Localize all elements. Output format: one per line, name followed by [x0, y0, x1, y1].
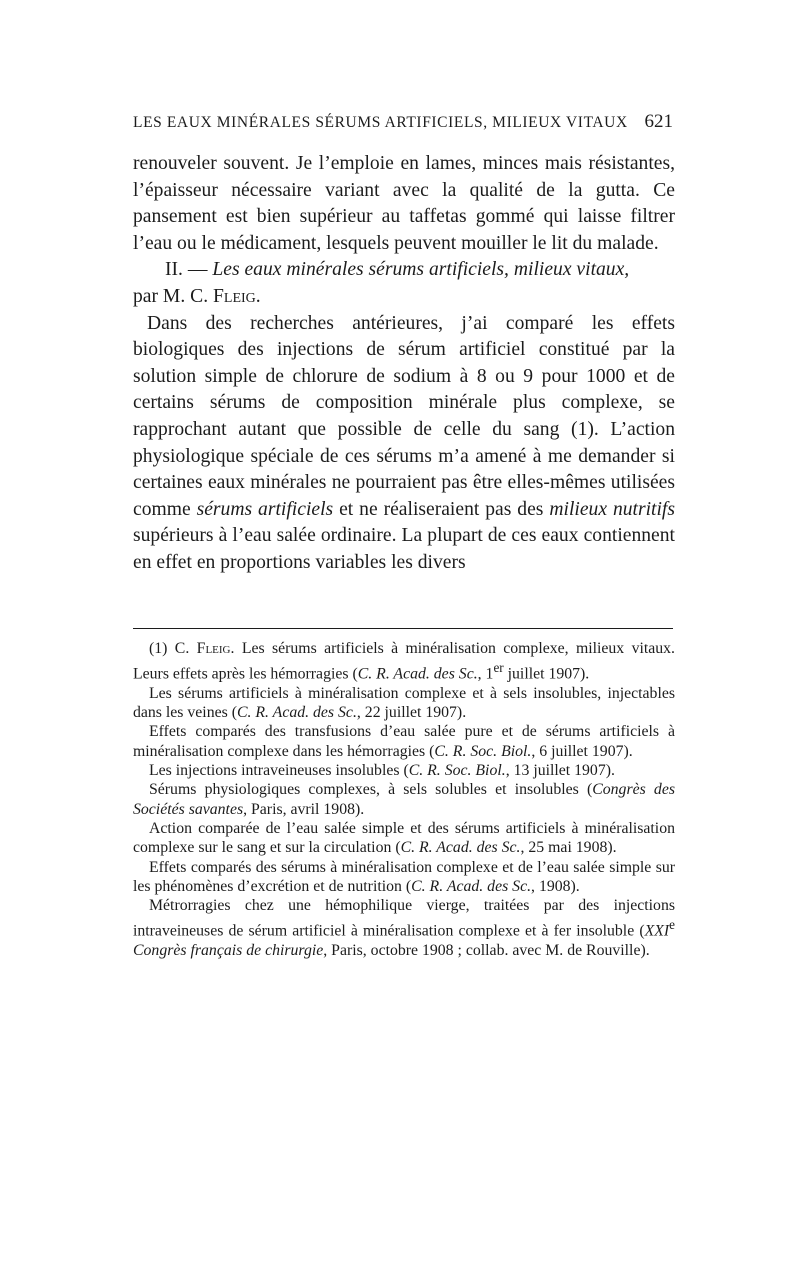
- section-title: Les eaux minérales sérums artificiels, milieux vitaux,: [212, 259, 630, 281]
- footnote-reference: [133, 684, 675, 723]
- footnote-divider: [133, 628, 673, 629]
- footnote-reference: [133, 761, 675, 780]
- footnote-text: , Paris, avril 1908).: [243, 800, 365, 818]
- footnote-text: , Paris, octobre 1908 ; collab. avec M. de Rouville).: [323, 941, 650, 959]
- page-number: 621: [644, 111, 673, 132]
- footnote-text: Effets comparés des transfusions d’eau salée pure et de sérums artificiels à minéralisation complexe dans les hémorragies (: [133, 723, 675, 760]
- footnote-text: Métrorragies chez une hémophilique vierge, traitées par des injections intraveineuses de sérum artificiel à minéralisation complexe et à fer insoluble (: [133, 897, 675, 940]
- footnote-author: Fleig: [196, 640, 231, 657]
- paragraph-body-part-2: et ne réaliseraient pas des: [339, 498, 544, 520]
- footnote-text: Action comparée de l’eau salée simple et des sérums artificiels à minéralisation complexe sur le sang et sur la circulation (: [133, 819, 675, 857]
- footnote-reference: [133, 819, 675, 858]
- footnote-superscript: er: [493, 660, 504, 676]
- main-text: [133, 151, 675, 577]
- footnote-citation: C. R. Acad. des Sc.: [400, 839, 521, 857]
- footnote-text: Sérums physiologiques complexes, à sels solubles et insolubles (: [149, 781, 593, 799]
- footnote-text: , 6 juillet 1907).: [531, 742, 633, 760]
- footnote-citation: C. R. Soc. Biol.: [408, 762, 506, 780]
- footnotes: [133, 639, 675, 960]
- footnote-reference: [133, 858, 675, 897]
- author-name: Fleig: [213, 285, 256, 307]
- running-header: [133, 111, 673, 132]
- footnote-superscript: e: [669, 917, 675, 933]
- footnote-reference: [133, 780, 675, 819]
- section-author: [133, 284, 675, 311]
- footnote-text: Les sérums artificiels à minéralisation complexe et à sels insolubles, injectables dans les veines (: [133, 684, 675, 722]
- section-number: II. —: [165, 259, 208, 281]
- footnote-text: Effets comparés des sérums à minéralisation complexe et de l’eau salée simple sur les phénomènes d’excrétion et de nutrition (: [133, 858, 675, 895]
- footnote-text: , 13 juillet 1907).: [505, 762, 615, 780]
- paragraph-body-italic-2: milieux nutritifs: [549, 498, 676, 520]
- section-heading: [133, 257, 675, 284]
- footnote-text: , 1: [477, 665, 494, 683]
- footnote-citation: C. R. Acad. des Sc.: [411, 877, 532, 895]
- footnote-citation: C. R. Soc. Biol.: [434, 742, 532, 760]
- paragraph-body-part-3: supérieurs à l’eau salée ordinaire. La plupart de ces eaux contiennent en effet en proportions variables les divers: [133, 525, 675, 573]
- footnote-text: . Les sérums artificiels à minéralisation complexe, milieux vitaux. Leurs effets après les hémorragies (: [133, 640, 676, 683]
- paragraph-body-italic-1: sérums artificiels: [196, 498, 334, 520]
- footnote-reference: [133, 722, 675, 761]
- footnote-reference: [133, 896, 675, 960]
- paragraph-continuation: renouveler souvent. Je l’emploie en lames, minces mais résistantes, l’épaisseur nécessaire variant avec la qualité de la gutta. Ce pansement est bien supérieur au taffetas gommé qui laisse filtrer l’eau ou le médicament, lesquels peuvent mouiller le lit du malade.: [133, 153, 675, 254]
- author-suffix: .: [255, 285, 261, 307]
- footnote-1: [133, 639, 675, 684]
- footnote-text: (1) C.: [149, 640, 190, 657]
- footnote-text: , 1908).: [531, 877, 580, 895]
- footnote-text: juillet 1907).: [503, 665, 590, 683]
- footnote-text: Les injections intraveineuses insolubles (: [149, 762, 409, 780]
- footnote-citation: C. R. Acad. des Sc.: [236, 704, 357, 722]
- footnote-citation: Congrès des Sociétés savantes: [133, 781, 675, 818]
- footnote-citation: Congrès français de chirurgie: [133, 941, 324, 959]
- footnote-citation: C. R. Acad. des Sc.: [357, 665, 478, 683]
- running-title: LES EAUX MINÉRALES SÉRUMS ARTIFICIELS, MILIEUX VITAUX: [133, 114, 628, 131]
- paragraph-body: [133, 311, 675, 577]
- footnote-text: , 25 mai 1908).: [520, 839, 617, 857]
- footnote-text: , 22 juillet 1907).: [356, 704, 467, 722]
- author-prefix: par M. C.: [133, 285, 209, 307]
- paragraph-body-part-1: Dans des recherches antérieures, j’ai comparé les effets biologiques des injections de sérum artificiel constitué par la solution simple de chlorure de sodium à 8 ou 9 pour 1000 et de certains sérums de composition minérale plus complexe, se rapprochant autant que possible de celle du sang (1). L’action physiologique spéciale de ces sérums m’a amené à me demander si certaines eaux minérales ne pourraient pas être elles-mêmes utilisées comme: [133, 312, 675, 520]
- footnote-citation: XXI: [644, 922, 670, 940]
